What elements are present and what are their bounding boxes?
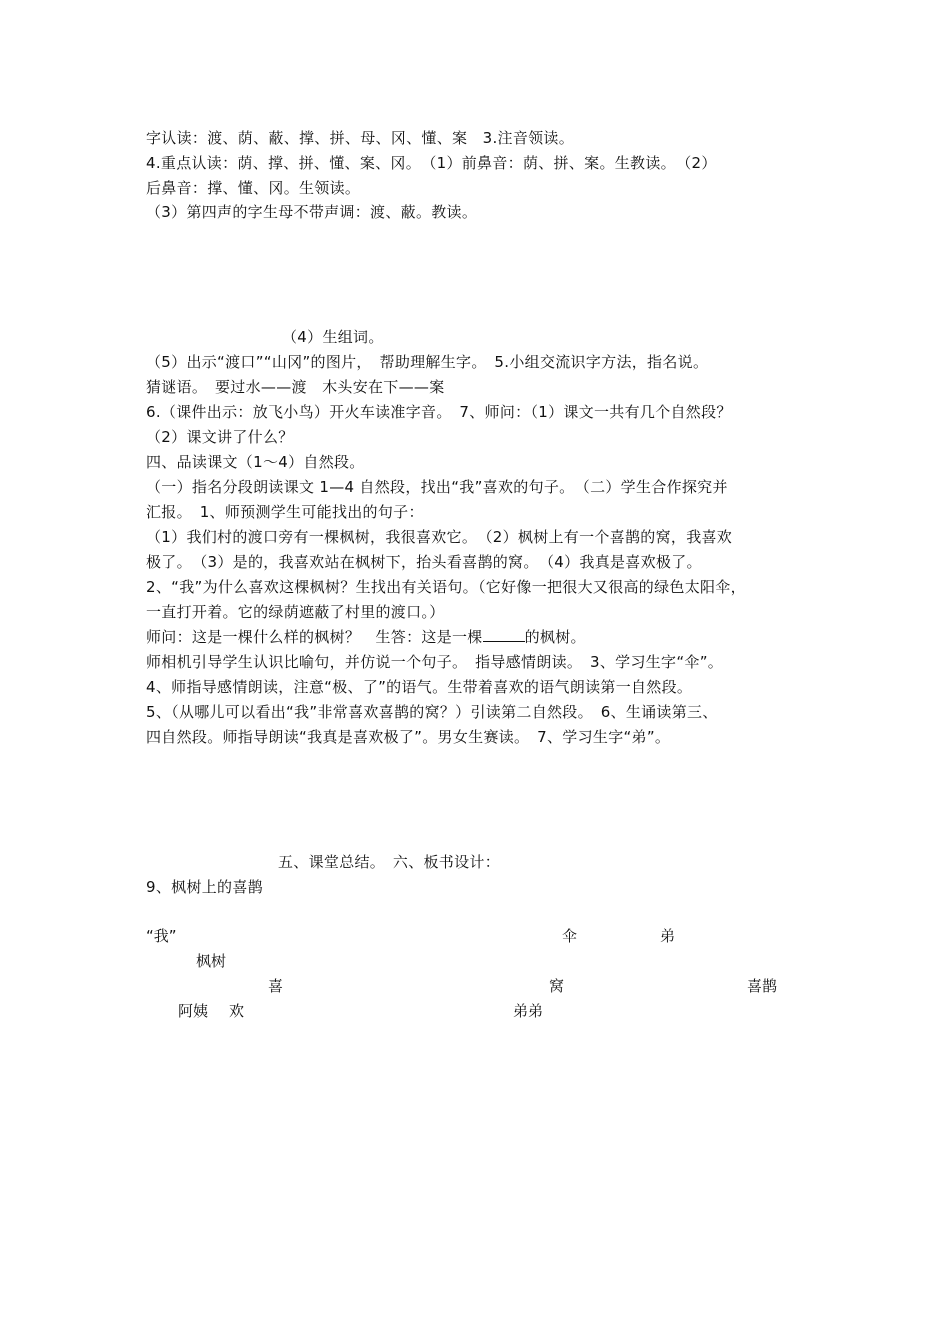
board-word: “我” [146,927,177,945]
text-line: 四自然段。师指导朗读“我真是喜欢极了”。男女生赛读。 7、学习生字“弟”。 [146,728,671,746]
question-text-end: 的枫树。 [524,628,586,646]
text-line: 汇报。 1、师预测学生可能找出的句子： [146,503,424,521]
text-line [146,627,586,647]
text-line: （5）出示“渡口”“山冈”的图片， 帮助理解生字。 5.小组交流识字方法，指名说。 [146,353,709,371]
text-line: 后鼻音：撑、懂、冈。生领读。 [146,179,361,197]
text-line: 4.重点认读：荫、撑、拼、懂、案、冈。 （1）前鼻音：荫、拼、案。生教读。 （2） [146,154,717,172]
text-line: 极了。 （3）是的，我喜欢站在枫树下，抬头看喜鹊的窝。 （4）我真是喜欢极了。 [146,553,702,571]
board-word: 伞 [562,927,578,945]
board-word: 窝 [549,977,565,995]
board-word: 弟弟 [513,1002,544,1020]
board-title: 9、枫树上的喜鹊 [146,878,263,896]
text-line: 师相机引导学生认识比喻句，并仿说一个句子。 指导感情朗读。 3、学习生字“伞”。 [146,653,724,671]
board-word: 弟 [660,927,676,945]
text-line: 5、（从哪儿可以看出“我”非常喜欢喜鹊的窝？）引读第二自然段。 6、生诵读第三、 [146,703,718,721]
section-heading: 四、品读课文（1～4）自然段。 [146,453,365,471]
text-line: （一）指名分段朗读课文 1—4 自然段，找出“我”喜欢的句子。 （二）学生合作探究并 [146,478,728,496]
board-word: 喜鹊 [747,977,778,995]
text-line: 字认读：渡、荫、蔽、撑、拼、母、冈、懂、案 3.注音领读。 [146,129,575,147]
board-word: 枫树 [196,952,227,970]
text-line: （2）课文讲了什么？ [146,428,294,446]
text-line: （4）生组词。 [282,328,384,346]
text-line: 6.（课件出示：放飞小鸟）开火车读准字音。 7、师问：（1）课文一共有几个自然段？ [146,403,732,421]
text-line: （1）我们村的渡口旁有一棵枫树，我很喜欢它。 （2）枫树上有一个喜鹊的窝，我喜欢 [146,528,733,546]
board-word: 阿姨 [178,1002,209,1020]
section-heading: 五、课堂总结。 六、板书设计： [278,853,501,871]
board-word: 喜 [268,977,284,995]
board-word: 欢 [229,1002,245,1020]
text-line: 一直打开着。它的绿荫遮蔽了村里的渡口。） [146,603,445,621]
question-text: 师问：这是一棵什么样的枫树？ 生答：这是一棵 [146,628,483,646]
text-line: 猜谜语。 要过水——渡 木头安在下——案 [146,378,445,396]
text-line: （3）第四声的字生母不带声调：渡、蔽。教读。 [146,203,478,221]
fill-in-blank [483,627,525,642]
text-line: 4、师指导感情朗读，注意“极、了”的语气。生带着喜欢的语气朗读第一自然段。 [146,678,693,696]
text-line: 2、“我”为什么喜欢这棵枫树？生找出有关语句。（它好像一把很大又很高的绿色太阳伞， [146,578,746,596]
